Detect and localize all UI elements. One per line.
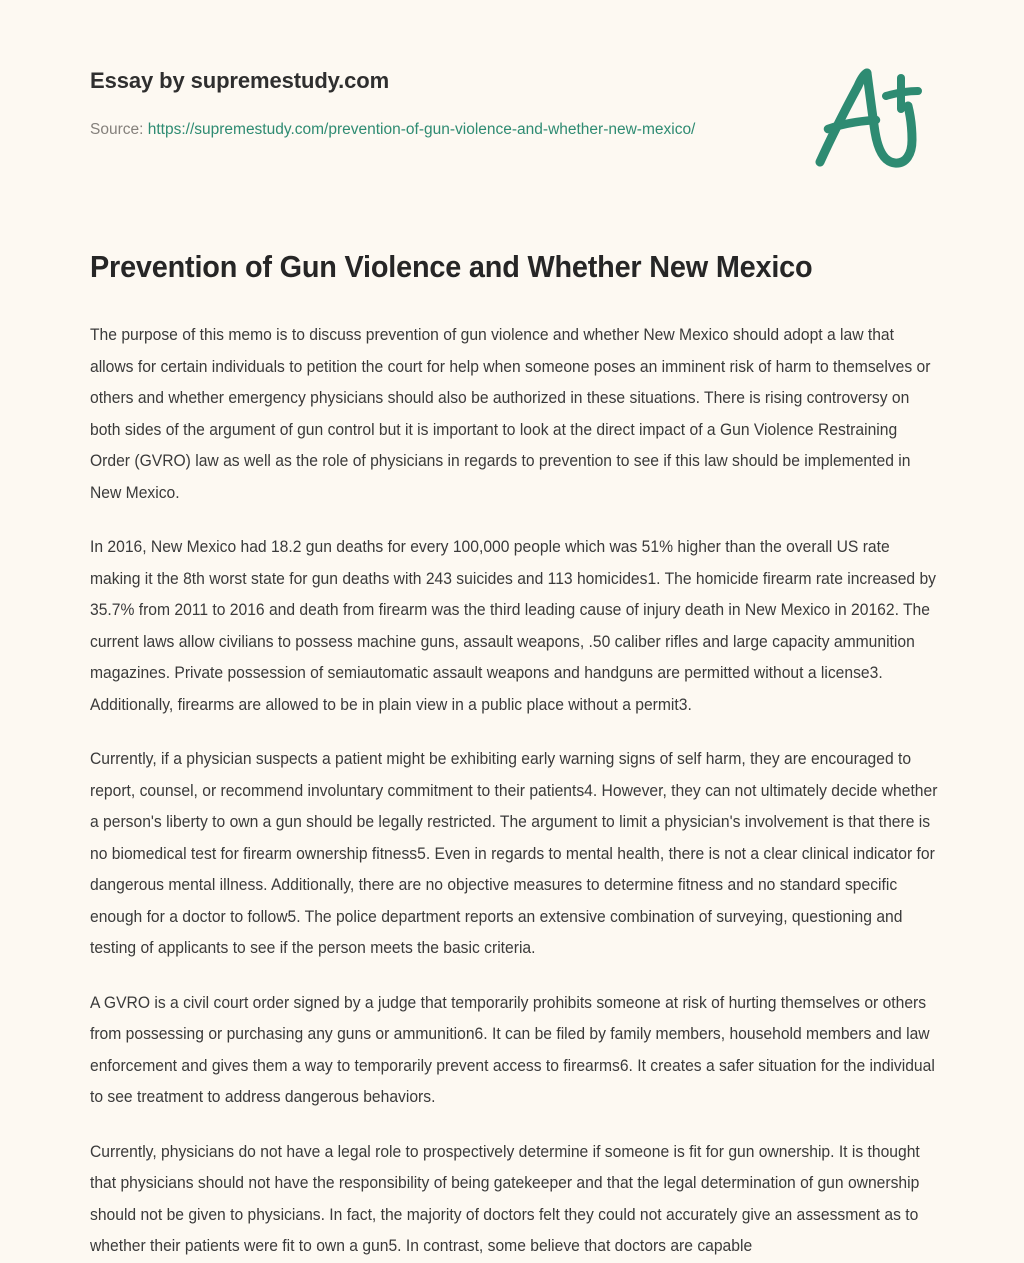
source-line bbox=[90, 120, 695, 140]
source-label: Source: bbox=[90, 121, 144, 138]
paragraph: In 2016, New Mexico had 18.2 gun deaths for every 100,000 people which was 51% higher than the overall US rate making it the 8th worst state for gun deaths with 243 suicides and 113 homicides1. The homicide firearm rate increased by 35.7% from 2011 to 2016 and death from firearm was the third leading cause of injury death in New Mexico in 20162. The current laws allow civilians to possess machine guns, assault weapons, .50 caliber rifles and large capacity ammunition magazines. Private possession of semiautomatic assault weapons and handguns are permitted without a license3. Additionally, firearms are allowed to be in plain view in a public place without a permit3. bbox=[90, 538, 937, 714]
paragraph: The purpose of this memo is to discuss prevention of gun violence and whether New Mexico should adopt a law that allows for certain individuals to petition the court for help when someone poses an imminent risk of harm to themselves or others and whether emergency physicians should also be authorized in these situations. There is rising controversy on both sides of the argument of gun control but it is important to look at the direct impact of a Gun Violence Restraining Order (GVRO) law as well as the role of physicians in regards to prevention to see if this law should be implemented in New Mexico. bbox=[90, 326, 931, 502]
a-plus-logo-icon bbox=[806, 66, 924, 176]
source-url-link[interactable]: https://supremestudy.com/prevention-of-gun-violence-and-whether-new-mexico/ bbox=[147, 121, 696, 138]
page-title: Prevention of Gun Violence and Whether New Mexico bbox=[90, 249, 813, 284]
article-body bbox=[90, 320, 938, 1263]
paragraph: A GVRO is a civil court order signed by a judge that temporarily prohibits someone at risk of hurting themselves or others from possessing or purchasing any guns or ammunition6. It can be filed by family members, household members and law enforcement and gives them a way to temporarily prevent access to firearms6. It creates a safer situation for the individual to see treatment to address dangerous behaviors. bbox=[90, 993, 935, 1106]
brand-byline: Essay by supremestudy.com bbox=[90, 68, 390, 93]
paragraph: Currently, physicians do not have a legal role to prospectively determine if someone is fit for gun ownership. It is thought that physicians should not have the responsibility of being gatekeeper and that the legal determination of gun ownership should not be given to physicians. In fact, the majority of doctors felt they could not accurately give an assessment as to whether their patients were fit to own a gun5. In contrast, some believe that doctors are capable bbox=[90, 1142, 920, 1255]
article bbox=[90, 248, 938, 1263]
a-plus-logo bbox=[806, 66, 924, 176]
page-header bbox=[0, 0, 1024, 200]
paragraph: Currently, if a physician suspects a patient might be exhibiting early warning signs of self harm, they are encouraged to report, counsel, or recommend involuntary commitment to their patients4. However, they can not ultimately decide whether a person's liberty to own a gun should be legally restricted. The argument to limit a physician's involvement is that there is no biomedical test for firearm ownership fitness5. Even in regards to mental health, there is not a clear clinical indicator for dangerous mental illness. Additionally, there are no objective measures to determine fitness and no standard specific enough for a doctor to follow5. The police department reports an extensive combination of surveying, questioning and testing of applicants to see if the person meets the basic criteria. bbox=[90, 750, 938, 957]
